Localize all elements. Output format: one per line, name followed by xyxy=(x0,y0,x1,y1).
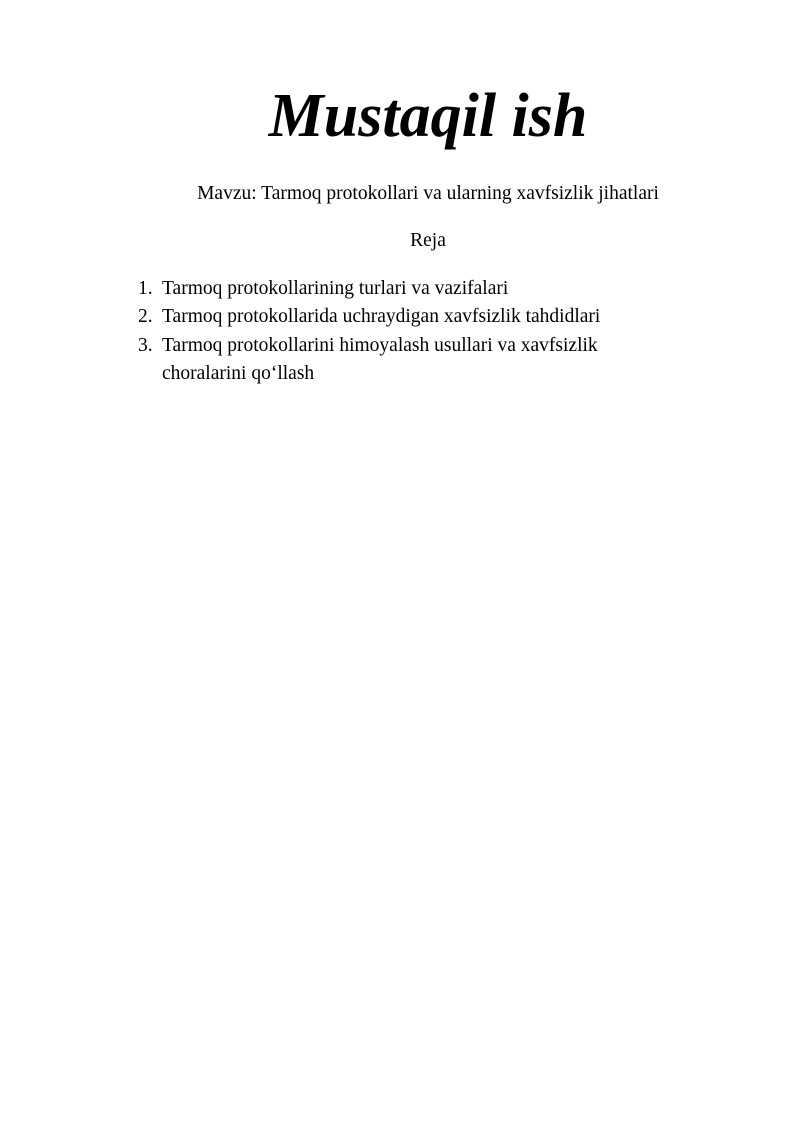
plan-item-number: 3. xyxy=(138,334,153,356)
plan-item-text: Tarmoq protokollarini himoyalash usullari va xavfsizlik choralarini qo‘llash xyxy=(162,334,598,385)
plan-item-text: Tarmoq protokollarining turlari va vazifalari xyxy=(162,278,509,299)
plan-heading: Reja xyxy=(410,230,446,251)
plan-item-number: 1. xyxy=(138,278,153,299)
document-topic: Mavzu: Tarmoq protokollari va ularning xavfsizlik jihatlari xyxy=(197,183,659,204)
plan-item xyxy=(138,303,678,331)
document-title: Mustaqil ish xyxy=(268,82,588,150)
plan-item xyxy=(138,332,678,389)
plan-item-number: 2. xyxy=(138,306,153,328)
plan-item-text: Tarmoq protokollarida uchraydigan xavfsizlik tahdidlari xyxy=(162,306,601,328)
plan-item xyxy=(138,275,678,303)
plan-list xyxy=(138,275,678,389)
